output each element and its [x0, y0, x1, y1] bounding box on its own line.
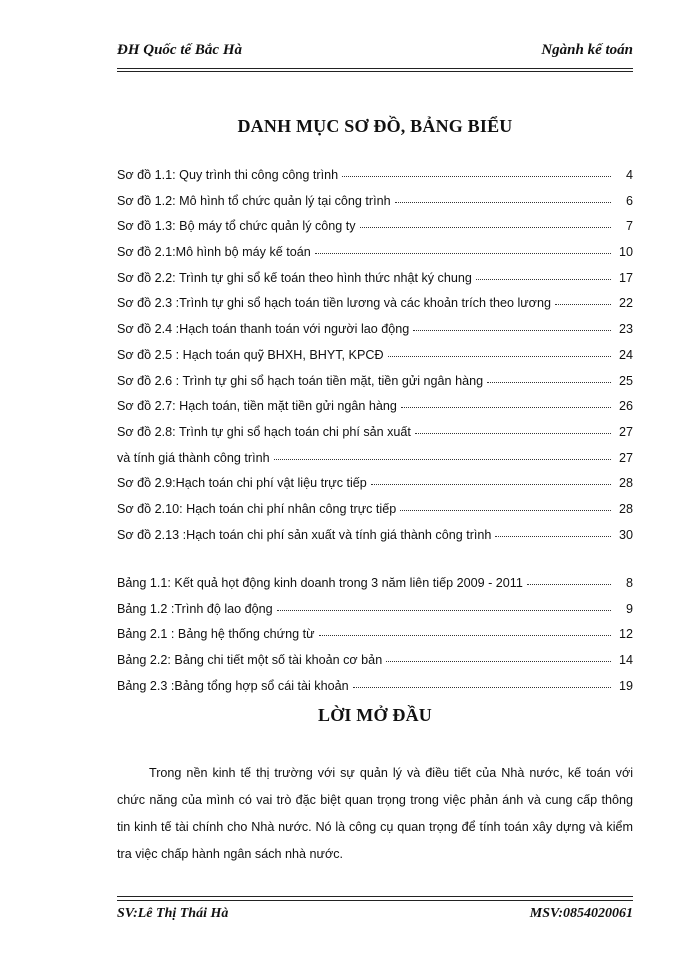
diagram-entry-page-number: 6 [625, 193, 633, 208]
diagram-entry-label: Sơ đồ 2.1:Mô hình bộ máy kế toán [117, 245, 311, 260]
table-entry-label: Bảng 2.2: Bảng chi tiết một số tài khoản cơ bản [117, 653, 383, 668]
dot-leader [527, 575, 611, 585]
diagram-entry-page-number: 25 [618, 373, 633, 388]
dot-leader [353, 678, 611, 688]
diagram-entry-label: Sơ đồ 2.3 :Trình tự ghi sổ hạch toán tiền lương và các khoản trích theo lương [117, 296, 551, 311]
diagram-entry-page-number: 28 [618, 501, 633, 516]
diagram-entry[interactable] [117, 194, 633, 220]
table-entry-page-number: 19 [618, 678, 633, 693]
table-entry-page-number: 12 [618, 627, 633, 642]
table-entry-label: Bảng 2.1 : Bảng hệ thống chứng từ [117, 627, 315, 642]
dot-leader [319, 626, 611, 636]
diagram-entry[interactable] [117, 219, 633, 245]
dot-leader [388, 347, 611, 357]
dot-leader [274, 450, 611, 460]
diagram-entry[interactable] [117, 245, 633, 271]
dot-leader [495, 527, 611, 537]
diagram-entry-page-number: 22 [618, 296, 633, 311]
diagram-entry[interactable] [117, 528, 633, 554]
diagram-entry[interactable] [117, 425, 633, 451]
diagram-entry-page-number: 24 [618, 347, 633, 362]
diagram-entry[interactable] [117, 502, 633, 528]
diagram-entry[interactable] [117, 168, 633, 194]
diagram-entry-label: Sơ đồ 2.5 : Hạch toán quỹ BHXH, BHYT, KPCĐ [117, 347, 384, 362]
diagram-entry-page-number: 17 [618, 270, 633, 285]
diagram-list [117, 168, 633, 553]
table-entry-label: Bảng 1.1: Kết quả họt động kinh doanh trong 3 năm liên tiếp 2009 - 2011 [117, 576, 523, 590]
diagram-entry[interactable] [117, 322, 633, 348]
dot-leader [415, 424, 611, 434]
table-entry[interactable] [117, 653, 633, 679]
page-footer [117, 896, 633, 925]
dot-leader [555, 295, 611, 305]
table-entry[interactable] [117, 679, 633, 705]
diagram-entry-page-number: 27 [618, 450, 633, 465]
diagram-entry-page-number: 26 [618, 399, 633, 414]
diagram-entry-page-number: 4 [625, 168, 633, 182]
diagram-entry-label: Sơ đồ 2.13 :Hạch toán chi phí sản xuất và tính giá thành công trình [117, 527, 492, 542]
dot-leader [386, 652, 611, 662]
diagram-entry-label: Sơ đồ 2.10: Hạch toán chi phí nhân công trực tiếp [117, 501, 397, 516]
dot-leader [315, 244, 611, 254]
diagram-entry-label: Sơ đồ 2.9:Hạch toán chi phí vật liệu trực tiếp [117, 476, 367, 491]
dot-leader [401, 398, 611, 408]
dot-leader [476, 270, 611, 280]
intro-paragraph: Trong nền kinh tế thị trường với sự quản lý và điều tiết của Nhà nước, kế toán với chức năng của mình có vai trò đặc biệt quan trọng trong việc phản ánh và cung cấp thông tin kinh tế tài chính cho Nhà nước. Nó là công cụ quan trọng để tính toán xây dựng và kiểm tra việc chấp hành ngân sách nhà nước. [117, 766, 633, 861]
table-entry-label: Bảng 1.2 :Trình độ lao động [117, 601, 273, 616]
diagram-entry[interactable] [117, 348, 633, 374]
header-university: ĐH Quốc tế Bắc Hà [117, 42, 242, 58]
footer-student-name: SV:Lê Thị Thái Hà [117, 906, 229, 921]
diagram-entry-page-number: 28 [618, 476, 633, 491]
diagram-entry-page-number: 10 [618, 245, 633, 260]
diagram-entry[interactable] [117, 399, 633, 425]
intro-title: LỜI MỞ ĐẦU [318, 705, 432, 725]
table-list [117, 576, 633, 704]
table-entry[interactable] [117, 627, 633, 653]
header-major: Ngành kế toán [541, 42, 633, 58]
dot-leader [342, 167, 611, 177]
dot-leader [277, 601, 611, 611]
diagram-entry-label: Sơ đồ 1.3: Bộ máy tổ chức quản lý công ty [117, 219, 356, 234]
diagram-entry-page-number: 27 [618, 424, 633, 439]
diagram-entry-page-number: 30 [618, 527, 633, 542]
table-entry-page-number: 14 [618, 653, 633, 668]
dot-leader [395, 193, 611, 203]
diagram-entry[interactable] [117, 271, 633, 297]
diagram-entry[interactable] [117, 296, 633, 322]
diagram-entry-label: và tính giá thành công trình [117, 450, 270, 465]
table-entry-page-number: 8 [625, 576, 633, 590]
dot-leader [413, 321, 611, 331]
dot-leader [487, 373, 611, 383]
table-entry[interactable] [117, 602, 633, 628]
diagram-entry[interactable] [117, 374, 633, 400]
diagram-entry-label: Sơ đồ 2.4 :Hạch toán thanh toán với người lao động [117, 322, 410, 337]
diagram-entry[interactable] [117, 451, 633, 477]
diagram-entry-label: Sơ đồ 2.7: Hạch toán, tiền mặt tiền gửi ngân hàng [117, 399, 397, 414]
footer-student-id: MSV:0854020061 [529, 906, 633, 921]
diagram-entry-page-number: 7 [625, 219, 633, 234]
diagram-entry-label: Sơ đồ 1.2: Mô hình tổ chức quản lý tại công trình [117, 193, 391, 208]
table-entry-label: Bảng 2.3 :Bảng tổng hợp sổ cái tài khoản [117, 678, 349, 693]
toc-title: DANH MỤC SƠ ĐỒ, BẢNG BIỂU [237, 116, 513, 136]
diagram-entry-page-number: 23 [618, 322, 633, 337]
dot-leader [400, 501, 611, 511]
page-header [117, 38, 633, 69]
diagram-entry-label: Sơ đồ 2.8: Trình tự ghi sổ hạch toán chi phí sản xuất [117, 424, 411, 439]
diagram-entry[interactable] [117, 476, 633, 502]
table-entry[interactable] [117, 576, 633, 602]
table-entry-page-number: 9 [625, 601, 633, 616]
diagram-entry-label: Sơ đồ 2.2: Trình tự ghi sổ kế toán theo hình thức nhật ký chung [117, 270, 472, 285]
diagram-entry-label: Sơ đồ 1.1: Quy trình thi công công trình [117, 168, 339, 182]
dot-leader [371, 475, 611, 485]
dot-leader [360, 218, 611, 228]
diagram-entry-label: Sơ đồ 2.6 : Trình tự ghi sổ hạch toán tiền mặt, tiền gửi ngân hàng [117, 373, 484, 388]
